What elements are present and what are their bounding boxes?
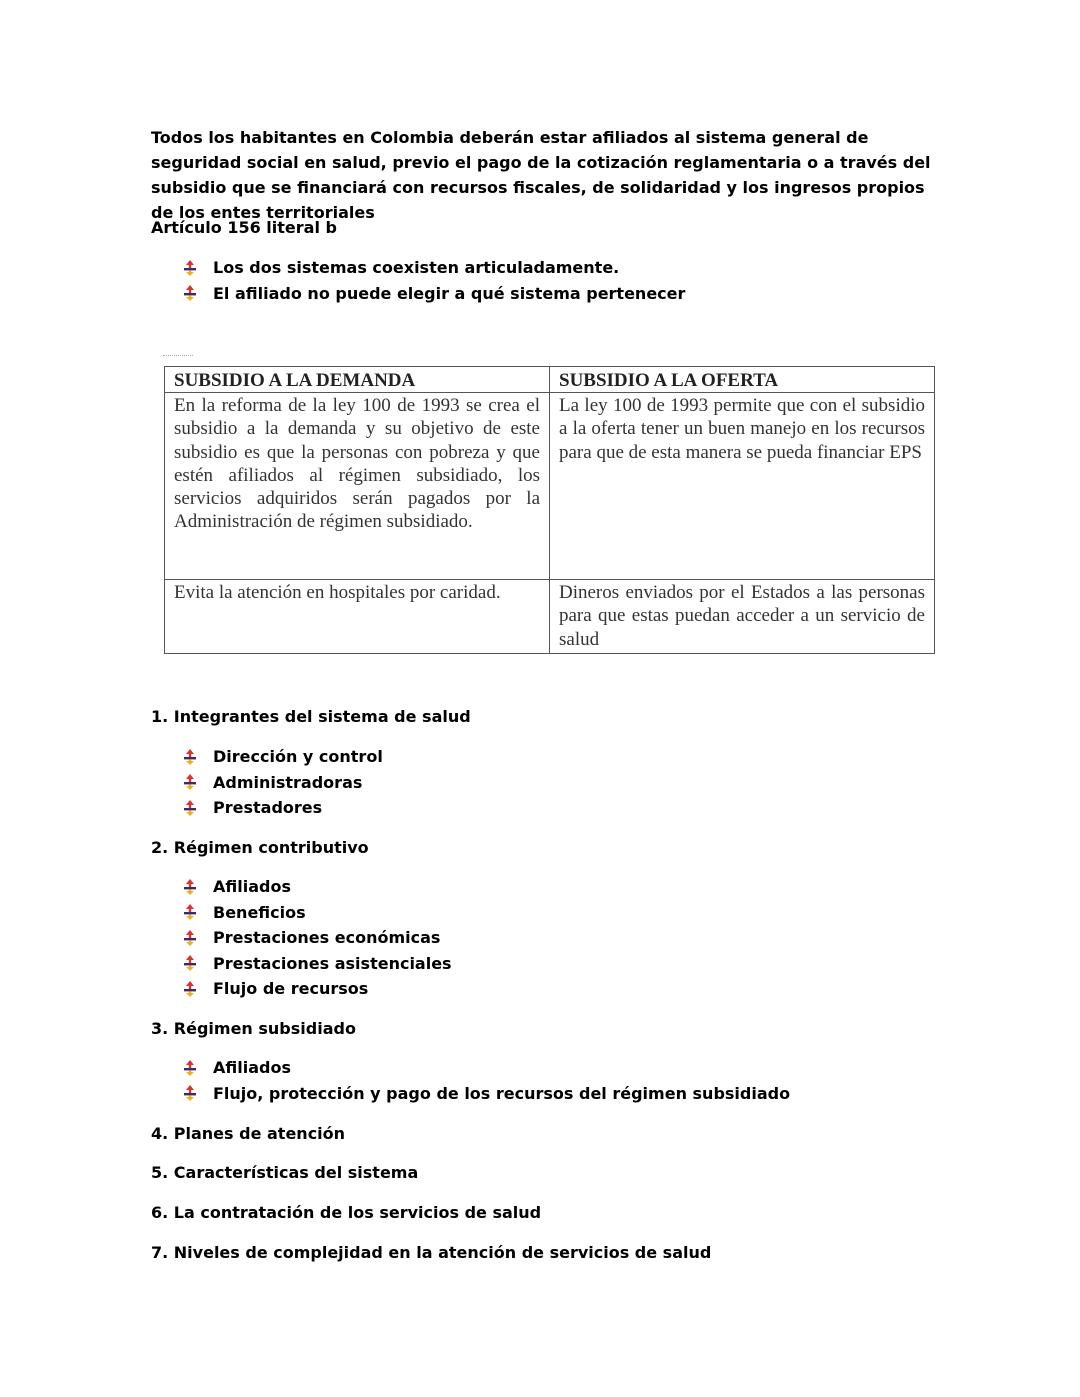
bullet-text: Beneficios bbox=[213, 902, 306, 922]
bullet-text: Los dos sistemas coexisten articuladamente. bbox=[213, 258, 620, 278]
bullet-arrow-icon bbox=[181, 284, 199, 302]
bullet-text: Administradoras bbox=[213, 772, 363, 792]
section-title: 3. Régimen subsidiado bbox=[151, 1019, 356, 1038]
bullet-arrow-icon bbox=[181, 954, 199, 972]
subsidy-comparison-table bbox=[164, 366, 935, 654]
list-item bbox=[181, 255, 685, 281]
table-cell: Dineros enviados por el Estados a las personas para que estas puedan acceder a un servicio de salud bbox=[550, 580, 935, 654]
section-bullet-list bbox=[181, 744, 383, 821]
bullet-text: El afiliado no puede elegir a qué sistema pertenecer bbox=[213, 283, 686, 303]
bullet-text: Afiliados bbox=[213, 877, 291, 897]
bullet-text: Afiliados bbox=[213, 1058, 291, 1078]
bullet-text: Prestaciones económicas bbox=[213, 928, 441, 948]
bullet-text: Flujo de recursos bbox=[213, 979, 369, 999]
list-item bbox=[181, 1055, 790, 1081]
bullet-arrow-icon bbox=[181, 1059, 199, 1077]
bullet-arrow-icon bbox=[181, 799, 199, 817]
section-title: 4. Planes de atención bbox=[151, 1124, 346, 1143]
list-item bbox=[181, 951, 452, 977]
article-bullet-list bbox=[181, 255, 685, 306]
list-item bbox=[181, 770, 383, 796]
intro-paragraph: Todos los habitantes en Colombia deberán estar afiliados al sistema general de seguridad social en salud, previo el pago de la cotización reglamentaria o a través del subsidio que se financiará con recursos fiscales, de solidaridad y los ingresos propios de los entes territoriales bbox=[151, 128, 931, 222]
list-item bbox=[181, 874, 452, 900]
bullet-text: Flujo, protección y pago de los recursos del régimen subsidiado bbox=[213, 1083, 791, 1103]
list-item bbox=[181, 795, 383, 821]
section-title: 5. Características del sistema bbox=[151, 1163, 419, 1182]
table-row bbox=[165, 393, 935, 580]
bullet-arrow-icon bbox=[181, 980, 199, 998]
list-item bbox=[181, 925, 452, 951]
table-row bbox=[165, 580, 935, 654]
bullet-arrow-icon bbox=[181, 748, 199, 766]
list-item bbox=[181, 1081, 790, 1107]
bullet-arrow-icon bbox=[181, 903, 199, 921]
bullet-arrow-icon bbox=[181, 773, 199, 791]
list-item bbox=[181, 900, 452, 926]
list-item bbox=[181, 281, 685, 307]
bullet-arrow-icon bbox=[181, 929, 199, 947]
list-item bbox=[181, 744, 383, 770]
header-subsidio-oferta: SUBSIDIO A LA OFERTA bbox=[550, 367, 935, 393]
bullet-text: Prestaciones asistenciales bbox=[213, 953, 452, 973]
list-item bbox=[181, 976, 452, 1002]
section-title: 6. La contratación de los servicios de salud bbox=[151, 1203, 542, 1222]
header-subsidio-demanda: SUBSIDIO A LA DEMANDA bbox=[165, 367, 550, 393]
section-bullet-list bbox=[181, 874, 452, 1002]
table-cell: La ley 100 de 1993 permite que con el subsidio a la oferta tener un buen manejo en los recursos para que de esta manera se pueda financiar EPS bbox=[550, 393, 935, 580]
section-bullet-list bbox=[181, 1055, 790, 1106]
table-cell: Evita la atención en hospitales por caridad. bbox=[165, 580, 550, 654]
scan-artifact bbox=[163, 355, 193, 359]
article-heading: Artículo 156 literal b bbox=[151, 218, 337, 237]
section-title: 2. Régimen contributivo bbox=[151, 838, 369, 857]
bullet-text: Dirección y control bbox=[213, 747, 383, 767]
section-title: 7. Niveles de complejidad en la atención de servicios de salud bbox=[151, 1243, 712, 1262]
bullet-arrow-icon bbox=[181, 878, 199, 896]
section-title: 1. Integrantes del sistema de salud bbox=[151, 707, 471, 726]
bullet-arrow-icon bbox=[181, 1084, 199, 1102]
table-header-row bbox=[165, 367, 935, 393]
bullet-arrow-icon bbox=[181, 259, 199, 277]
table-cell: En la reforma de la ley 100 de 1993 se crea el subsidio a la demanda y su objetivo de este subsidio es que la personas con pobreza y que estén afiliados al régimen subsidiado, los servicios adquiridos serán pagados por la Administración de régimen subsidiado. bbox=[165, 393, 550, 580]
bullet-text: Prestadores bbox=[213, 798, 323, 818]
